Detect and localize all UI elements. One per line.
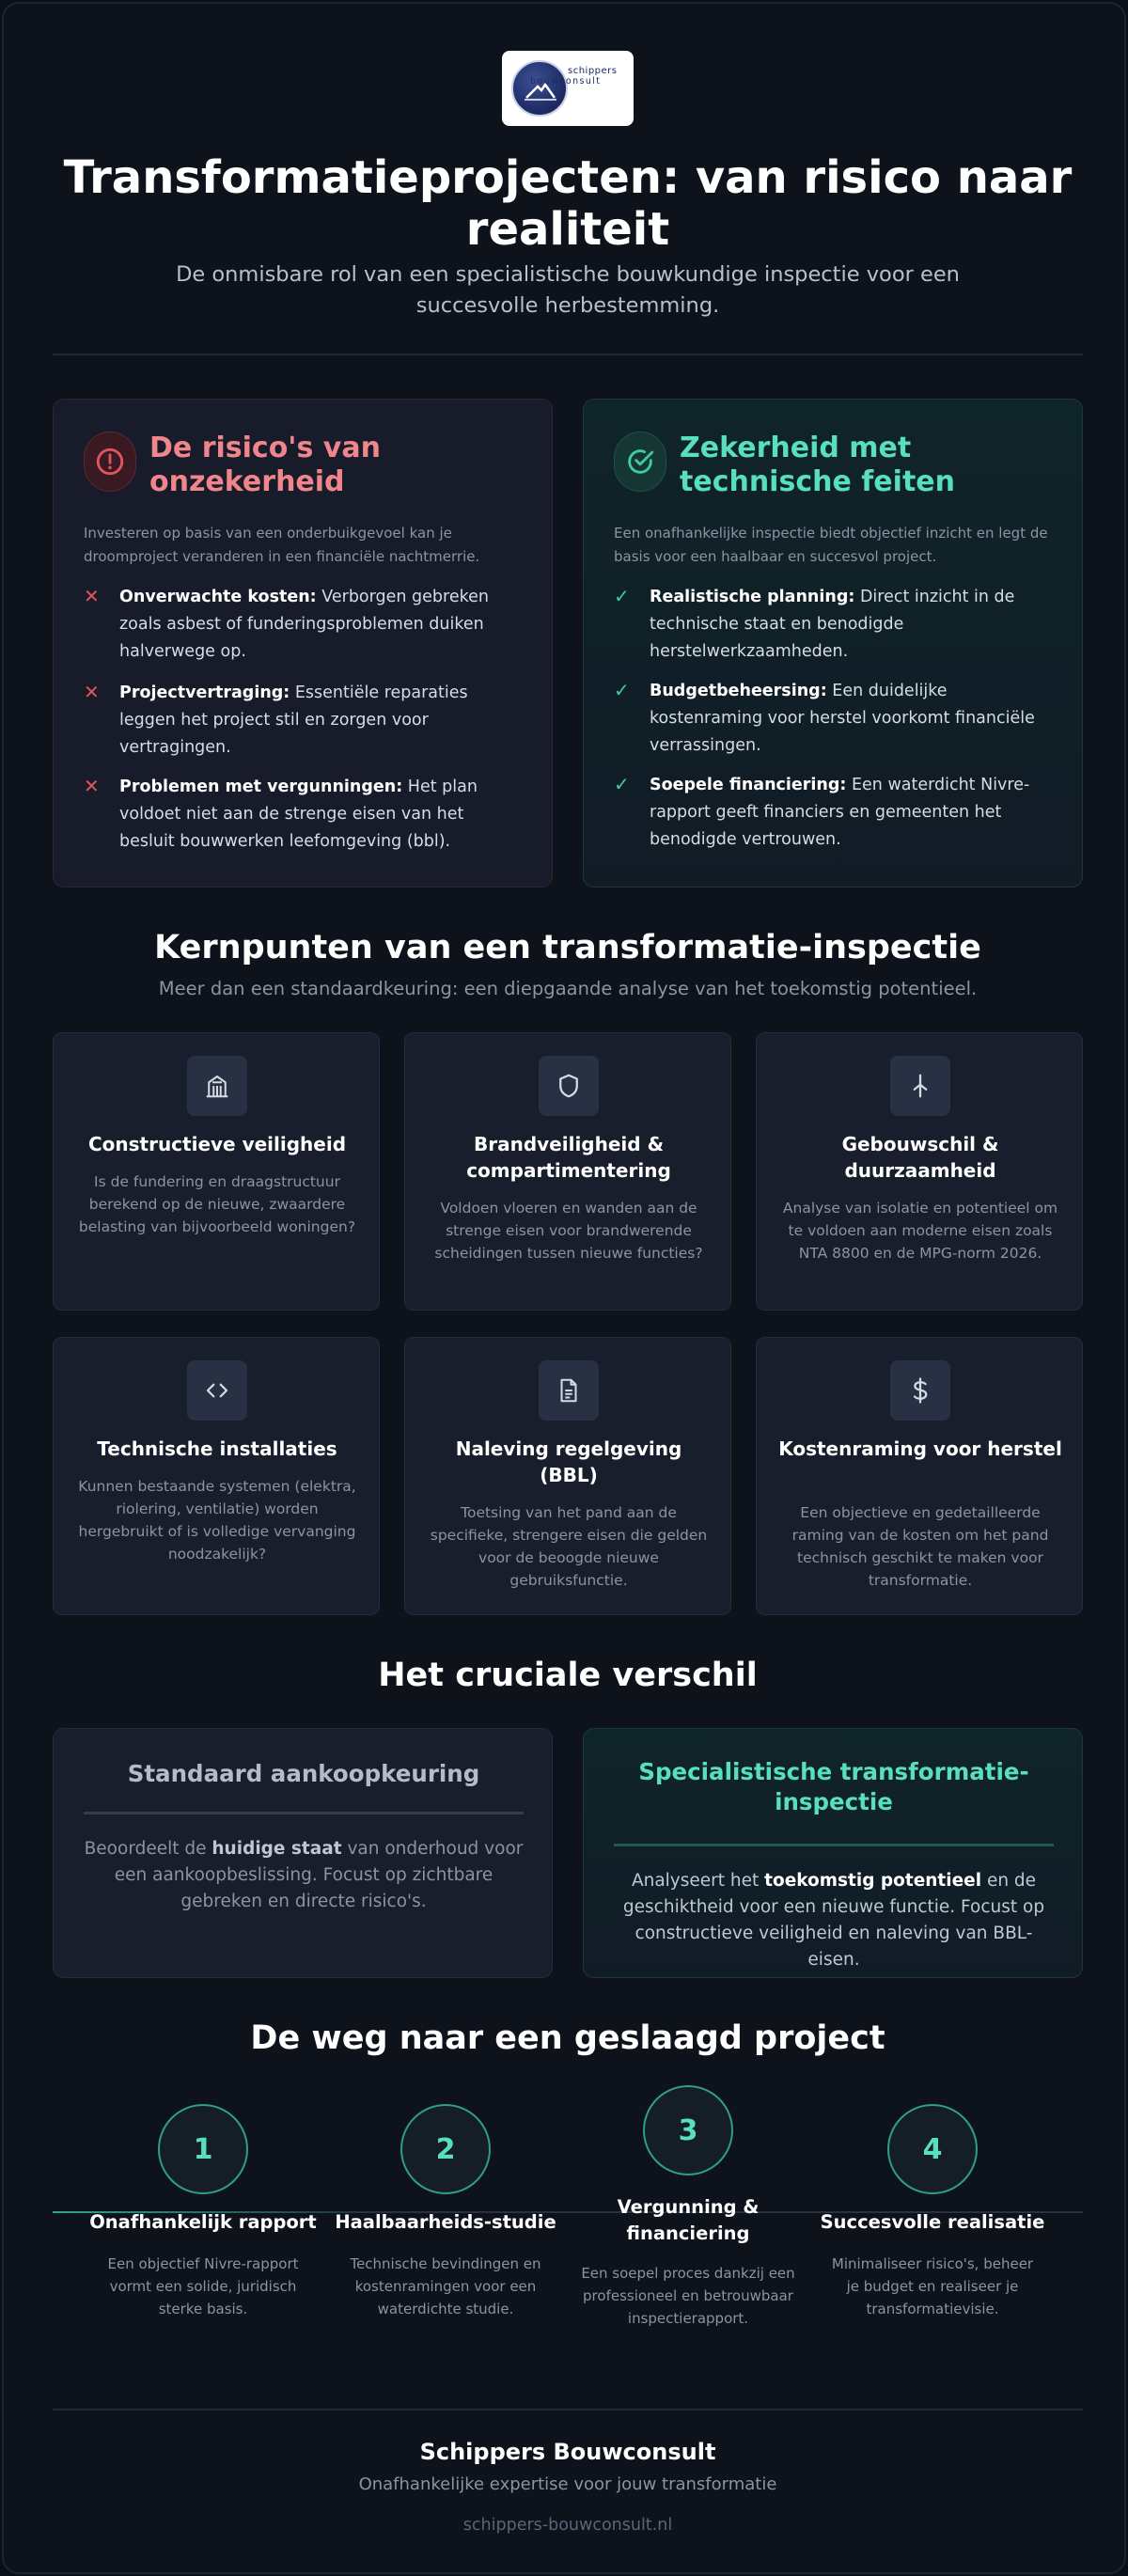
comparison-title: Het cruciale verschil (378, 1657, 758, 1694)
page-frame (2, 2, 1126, 2574)
transformation-inspection-card (583, 1728, 1083, 1978)
step-desc: Technische bevindingen en kostenramingen voor een waterdichte studie. (350, 2255, 541, 2317)
keypoint-card (756, 1337, 1083, 1615)
benefit-item-label: Budgetbeheersing: (650, 682, 827, 700)
benefit-item-text: Direct inzicht in de technische staat en benodigde herstelwerkzaamheden. (650, 588, 1015, 661)
check-icon: ✓ (614, 679, 630, 701)
keypoint-desc: Is de fundering en draagstructuur berekend op de nieuwe, zwaardere belasting van bijvoorbeeld woningen? (78, 1173, 356, 1235)
divider (84, 1812, 524, 1814)
keypoint-card (53, 1337, 380, 1615)
certainty-title: Zekerheid met technische feiten (680, 432, 955, 498)
step-number: 4 (887, 2104, 978, 2194)
keypoints-title: Kernpunten van een transformatie-inspectie (154, 929, 981, 966)
code-icon (187, 1360, 247, 1421)
keypoint-title: Constructieve veiligheid (87, 1133, 347, 1155)
risks-title: De risico's van onzekerheid (149, 432, 381, 498)
keypoint-desc: Voldoen vloeren en wanden aan de strenge eisen voor brandwerende scheidingen tussen nieuwe functies? (434, 1200, 703, 1262)
keypoint-card (404, 1337, 731, 1615)
footer-website-link[interactable]: schippers-bouwconsult.nl (462, 2516, 673, 2535)
risk-item-text: Essentiële reparaties leggen het project stil en zorgen voor vertragingen. (119, 683, 468, 757)
risk-item-label: Problemen met vergunningen: (119, 778, 403, 796)
logo-house-icon (513, 62, 566, 115)
keypoint-desc: Analyse van isolatie en potentieel om te voldoen aan moderne eisen zoals NTA 8800 en de MPG-norm 2026. (782, 1200, 1058, 1262)
footer-company-name: Schippers Bouwconsult (419, 2439, 716, 2465)
logo-mark (511, 60, 568, 117)
shield-icon (539, 1056, 599, 1116)
wind-icon (890, 1056, 950, 1116)
company-logo (502, 51, 634, 126)
keypoint-title: Technische installaties (97, 1437, 337, 1460)
standard-inspection-title: Standaard aankoopkeuring (127, 1760, 480, 1787)
check-icon: ✓ (614, 585, 630, 607)
dollar-icon (890, 1360, 950, 1421)
step-desc: Een soepel proces dankzij een professioneel en betrouwbaar inspectierapport. (581, 2265, 795, 2327)
keypoint-desc: Een objectieve en gedetailleerde raming van de kosten om het pand technisch geschikt te maken voor transformatie. (791, 1504, 1049, 1589)
check-circle-icon (614, 432, 666, 492)
step-desc: Minimaliseer risico's, beheer je budget en realiseer je transformatievisie. (831, 2255, 1034, 2317)
cross-icon: ✕ (84, 681, 100, 703)
keypoint-card (404, 1032, 731, 1311)
keypoint-title: Kostenraming voor herstel (778, 1437, 1062, 1460)
step-title: Succesvolle realisatie (820, 2211, 1045, 2233)
certainty-intro: Een onafhankelijke inspectie biedt objectief inzicht en legt de basis voor een haalbaar en succesvol project. (614, 525, 1048, 565)
risk-item-text: Het plan voldoet niet aan de strenge eisen van het besluit bouwwerken leefomgeving (bbl). (119, 778, 478, 851)
step-number: 3 (643, 2085, 733, 2175)
risks-intro: Investeren op basis van een onderbuikgevoel kan je droomproject veranderen in een financiële nachtmerrie. (84, 525, 480, 565)
benefit-item-label: Realistische planning: (650, 588, 855, 606)
risk-item-text: Verborgen gebreken zoals asbest of funderingsproblemen duiken halverwege op. (119, 588, 489, 661)
standard-inspection-card (53, 1728, 553, 1978)
page-subtitle: De onmisbare rol van een specialistische bouwkundige inspectie voor een succesvolle herbestemming. (176, 262, 960, 318)
risks-card (53, 399, 553, 887)
keypoint-title: Naleving regelgeving (BBL) (455, 1437, 682, 1486)
alert-icon (84, 432, 136, 492)
divider (53, 353, 1083, 355)
benefit-item (614, 772, 1054, 854)
page-title: Transformatieprojecten: van risico naar realiteit (63, 151, 1073, 256)
keypoint-desc: Kunnen bestaande systemen (elektra, riolering, ventilatie) worden hergebruikt of is volledige vervanging noodzakelijk? (78, 1478, 356, 1563)
step-desc: Een objectief Nivre-rapport vormt een solide, juridisch sterke basis. (107, 2255, 299, 2317)
risk-item (84, 680, 524, 762)
benefit-item-text: Een waterdicht Nivre-rapport geeft financiers en gemeenten het benodigde vertrouwen. (650, 776, 1030, 849)
step-title: Vergunning & financiering (617, 2196, 760, 2244)
benefit-item-label: Soepele financiering: (650, 776, 847, 794)
keypoint-card (756, 1032, 1083, 1311)
standard-inspection-desc: Beoordeelt de huidige staat van onderhoud voor een aankoopbeslissing. Focust op zichtbare gebreken en directe risico's. (84, 1839, 524, 1911)
keypoint-desc: Toetsing van het pand aan de specifieke, strengere eisen die gelden voor de beoogde nieuwe gebruiksfunctie. (430, 1504, 708, 1589)
step-title: Haalbaarheids-studie (335, 2211, 556, 2233)
risk-item-label: Onverwachte kosten: (119, 588, 317, 606)
keypoint-title: Gebouwschil & duurzaamheid (841, 1133, 999, 1182)
transformation-inspection-desc: Analyseert het toekomstig potentieel en de geschiktheid voor een nieuwe functie. Focust op constructieve veiligheid en naleving van BBL-eisen. (622, 1871, 1045, 1970)
keypoints-subtitle: Meer dan een standaardkeuring: een diepgaande analyse van het toekomstig potentieel. (158, 978, 978, 999)
risks-header (84, 432, 431, 499)
document-icon (539, 1360, 599, 1421)
step-number: 2 (400, 2104, 491, 2194)
logo-text-bouwconsult: bouwconsult (530, 76, 602, 86)
check-icon: ✓ (614, 773, 630, 795)
benefit-item-text: Een duidelijke kostenraming voor herstel voorkomt financiële verrassingen. (650, 682, 1035, 755)
divider (53, 2409, 1083, 2411)
keypoint-card (53, 1032, 380, 1311)
divider (614, 1844, 1054, 1846)
footer-tagline: Onafhankelijke expertise voor jouw transformatie (358, 2474, 777, 2494)
benefit-item (614, 678, 1054, 760)
cross-icon: ✕ (84, 775, 100, 797)
logo-text-schippers: schippers (568, 66, 618, 76)
certainty-header (614, 432, 1037, 499)
step-number: 1 (158, 2104, 248, 2194)
step-title: Onafhankelijk rapport (89, 2211, 317, 2233)
building-icon (187, 1056, 247, 1116)
risk-item (84, 584, 524, 666)
cross-icon: ✕ (84, 585, 100, 607)
certainty-card (583, 399, 1083, 887)
benefit-item (614, 584, 1054, 666)
risk-item-label: Projectvertraging: (119, 683, 290, 702)
transformation-inspection-title: Specialistische transformatie-inspectie (638, 1758, 1029, 1815)
risk-item (84, 774, 524, 856)
roadmap-title: De weg naar een geslaagd project (250, 2019, 885, 2057)
keypoint-title: Brandveiligheid & compartimentering (466, 1133, 671, 1182)
